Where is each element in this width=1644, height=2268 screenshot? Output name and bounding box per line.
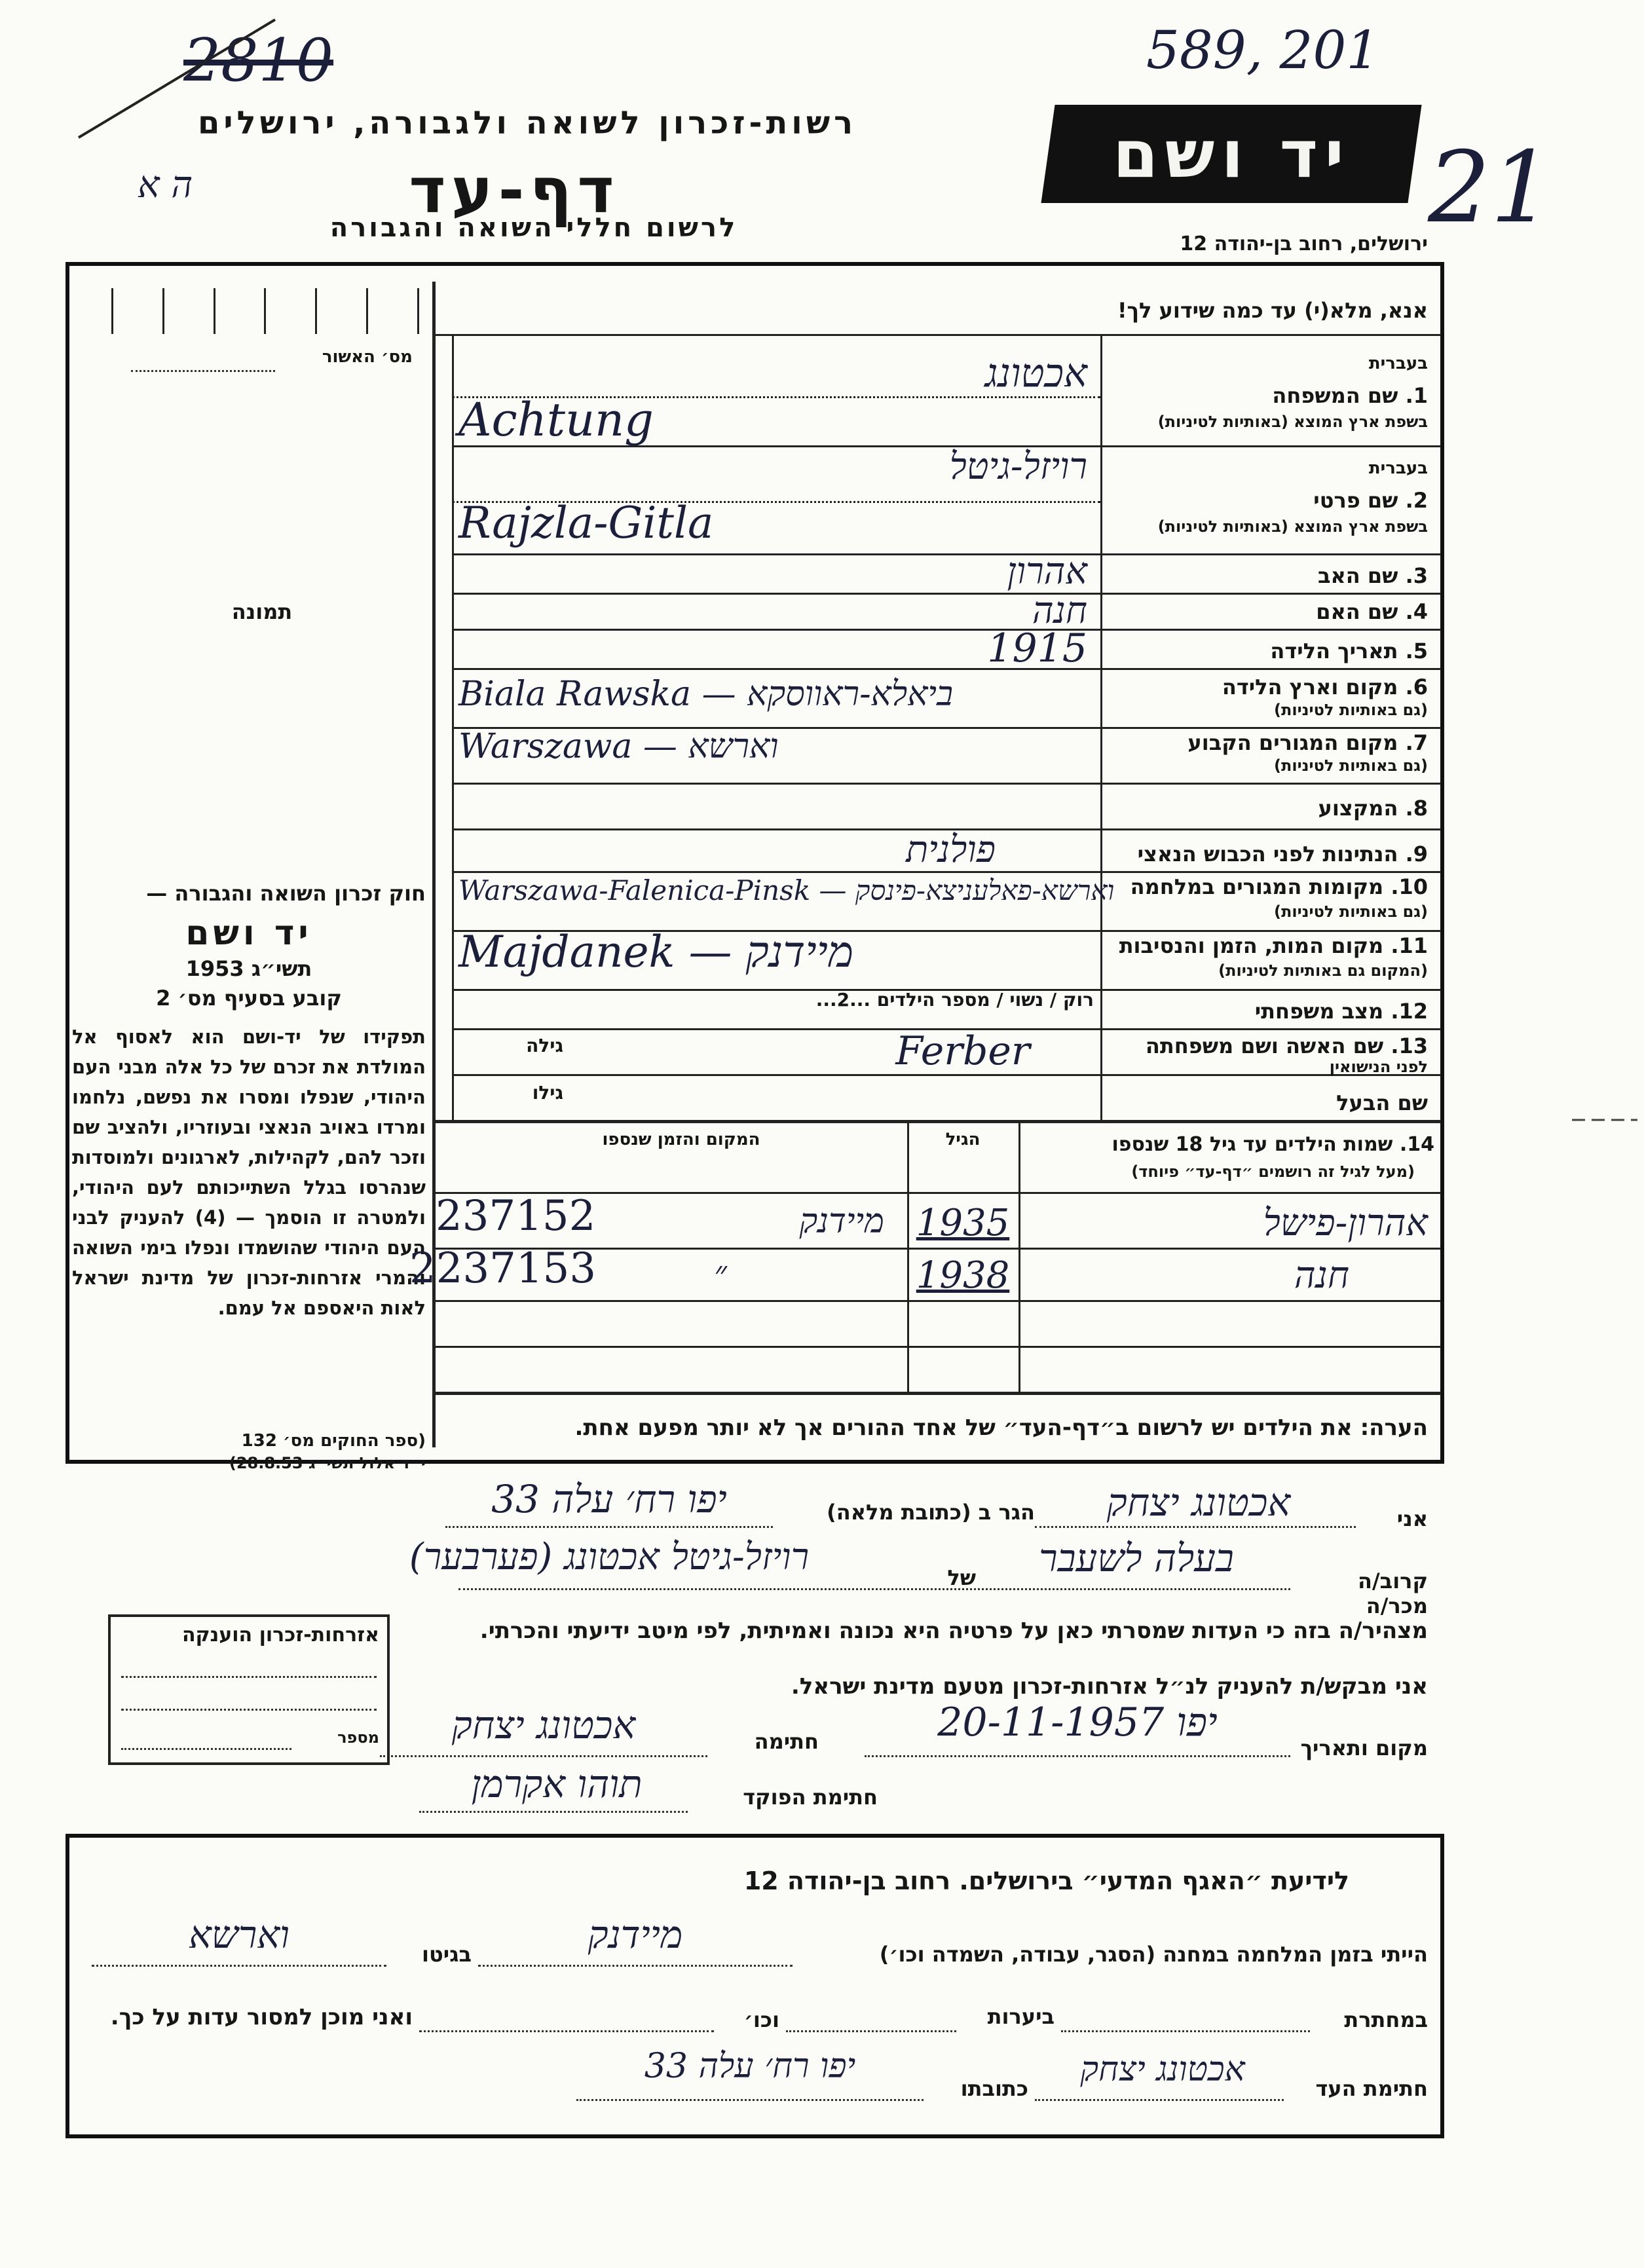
- field-11-label: 11. מקום המות, הזמן והנסיבות: [1119, 933, 1428, 958]
- form-subtitle: לרשום חללי השואה והגבורה: [329, 213, 738, 243]
- relation-label: קרוב/ה מכר/ה: [1358, 1569, 1428, 1618]
- law-section: קובע בסעיף מס׳ 2: [156, 986, 342, 1011]
- declaration-address-line: [445, 1526, 773, 1528]
- field-7-value[interactable]: Warszawa — וארשא: [458, 727, 779, 766]
- bottom-line2-rule-1[interactable]: [1061, 2030, 1310, 2032]
- field-1-hebrew-value[interactable]: אכטונג: [984, 350, 1087, 396]
- relation-value[interactable]: בעלה לשעבר: [1039, 1536, 1234, 1580]
- bottom-witness-label: חתימת העד: [1315, 2076, 1428, 2101]
- field-10-label: 10. מקומות המגורים במלחמה: [1130, 874, 1428, 899]
- authority-line: רשות-זכרון לשואה ולגבורה, ירושלים: [197, 105, 857, 141]
- place-date-value[interactable]: יפו 20-11-1957: [937, 1700, 1218, 1745]
- residing-label: הגר ב (כתובת מלאה): [827, 1500, 1035, 1525]
- form-title: דף-עד: [409, 154, 620, 227]
- field-2-sub: בשפת ארץ המוצא (באותיות לטיניות): [1157, 517, 1428, 536]
- yad-vashem-logo: [1041, 105, 1421, 203]
- field-1-heb-tag: בעברית: [1368, 354, 1428, 373]
- officer-label: חתימת הפוקד: [743, 1785, 878, 1810]
- declaration-i-line: [1035, 1526, 1356, 1528]
- col-age-header: הגיל: [945, 1130, 981, 1149]
- field-4-value[interactable]: חנה: [1032, 589, 1087, 632]
- children-row-rule-3: [432, 1300, 1441, 1302]
- law-title: חוק זכרון השואה והגבורה —: [146, 881, 426, 906]
- field-12-options[interactable]: רוק / נשוי / מספר הילדים ...2...: [815, 989, 1094, 1011]
- field-1-label: 1. שם המשפחה: [1272, 383, 1428, 408]
- field-5-value[interactable]: 1915: [987, 625, 1087, 671]
- citizenship-box-number-line[interactable]: [121, 1748, 291, 1750]
- remark: הערה: את הילדים יש לרשום ב״דף-העד״ של אחד ההורים אך לא יותר מפעם אחת.: [574, 1415, 1428, 1441]
- child-2-number: 2237153: [409, 1244, 597, 1293]
- logo-text: יד ושם: [1112, 115, 1351, 193]
- field-7-label: 7. מקום המגורים הקבוע: [1187, 730, 1428, 755]
- children-note: (מעל לגיל זה רושמים ״דף-עד״ פיוחד): [1131, 1162, 1415, 1181]
- wife-age-label: גילה: [526, 1035, 563, 1056]
- field-2-heb-tag: בעברית: [1368, 458, 1428, 478]
- children-col-rule-1: [907, 1120, 909, 1395]
- field-13-sub: לפני הנישואין: [1329, 1058, 1428, 1076]
- bottom-address-value[interactable]: יפו רח׳ עלה 33: [644, 2047, 856, 2086]
- child-1-age[interactable]: 1935: [916, 1202, 1010, 1244]
- request-line-rule: [432, 334, 1441, 336]
- bottom-line2-rule-2[interactable]: [786, 2030, 956, 2032]
- field-9-label: 9. הנתינות לפני הכבוש הנאצי: [1137, 842, 1428, 866]
- field-13-label: 13. שם האשה ושם משפחתה: [1145, 1033, 1428, 1058]
- law-name: יד ושם: [185, 914, 312, 953]
- bottom-line1-value[interactable]: מיידנק: [588, 1912, 683, 1957]
- bottom-witness-rule: [1035, 2099, 1284, 2101]
- of-label: של: [947, 1565, 976, 1590]
- bottom-line1-rule: [478, 1965, 793, 1967]
- law-ref-2: י״ד אלול תשי״ג 28.8.53): [229, 1454, 426, 1472]
- law-year: תשי״ג 1953: [185, 956, 312, 981]
- bottom-ghetto-value[interactable]: וארשא: [188, 1912, 290, 1957]
- declaration-request: אני מבקש/ת להעניק לנ״ל אזרחות-זכרון מטעם מדינת ישראל.: [791, 1673, 1428, 1700]
- right-edge-dash: [1572, 1113, 1637, 1126]
- law-text: תפקידו של יד-ושם הוא לאסוף אל המולדת את זכרם של כל אלה מבני העם היהודי, שנפלו ומסרו את נפשם, נלחמו ומרדו באויב הנאצי ובעוזריו, ולהציב שם וזכר להם, לקהילות, לארגונים ולמוסדות שנהרסו בגלל השתייכותם לעם היהודי, ולמטרה זו הוסמך — (4) להעניק לבני העם היהודי שהושמדו ונפלו בימי השואה והמרי אזרחות-זכרון של מדינת ישראל לאות היאספם אל עמם.: [72, 1026, 426, 1319]
- child-2-age[interactable]: 1938: [916, 1254, 1010, 1297]
- field-12-label: 12. מצב משפחתי: [1254, 999, 1428, 1024]
- bottom-forest-label: ביערות: [987, 2004, 1055, 2029]
- children-row-rule-5: [432, 1392, 1441, 1395]
- child-1-number: 237152: [436, 1192, 596, 1240]
- approval-label: מס׳ האשור: [322, 347, 413, 367]
- husband-age-label: גילו: [532, 1082, 563, 1104]
- bottom-witness-name[interactable]: אכטונג יצחק: [1080, 2050, 1245, 2089]
- bottom-address-label: כתובתו: [960, 2076, 1028, 2101]
- bottom-ready-label: ואני מוכן למסור עדות על כך.: [110, 2004, 413, 2030]
- reference-number: 589, 201: [1146, 20, 1380, 81]
- field-10-sub: (גם באותיות לטיניות): [1274, 902, 1428, 921]
- child-1-name[interactable]: אהרון-פישל: [1263, 1202, 1428, 1244]
- request-line: אנא, מלא(י) עד כמה שידוע לך!: [1117, 298, 1428, 323]
- officer-value[interactable]: תוהו אקרמן: [471, 1762, 643, 1806]
- side-note: ה א: [138, 164, 193, 206]
- law-ref-1: (ספר החוקים מס׳ 132: [241, 1431, 426, 1451]
- place-date-line: [865, 1755, 1290, 1757]
- husband-label: שם הבעל: [1336, 1090, 1428, 1115]
- bottom-line1-label: הייתי בזמן המלחמה במחנה (הסגר, עבודה, השמדה וכו׳): [879, 1942, 1428, 1967]
- field-8-label: 8. המקצוע: [1318, 796, 1428, 821]
- row-rule-7: [452, 783, 1441, 785]
- officer-line: [419, 1811, 688, 1813]
- field-3-value[interactable]: אהרון: [1007, 550, 1087, 593]
- field-6-value[interactable]: Biala Rawska — ביאלא-ראווסקא: [458, 675, 954, 714]
- citizenship-box: [108, 1614, 390, 1765]
- field-6-label: 6. מקום וארץ הלידה: [1222, 675, 1428, 699]
- signature-line: [380, 1755, 707, 1757]
- field-2-latin-value[interactable]: Rajzla-Gitla: [458, 498, 714, 548]
- field-11-value[interactable]: Majdanek — מיידנק: [458, 927, 854, 977]
- row-rule-9: [452, 871, 1441, 873]
- field-13-value[interactable]: Ferber: [895, 1028, 1030, 1074]
- bottom-line2-label: במחתרת: [1344, 2007, 1428, 2032]
- field-4-label: 4. שם האם: [1316, 599, 1428, 624]
- col-place-header: המקום והזמן שנספו: [602, 1130, 760, 1149]
- citizenship-box-number: מספר: [337, 1728, 379, 1747]
- children-col-rule-2: [1018, 1120, 1020, 1395]
- declaration-i-name[interactable]: אכטונג יצחק: [1106, 1480, 1291, 1525]
- declaration-address[interactable]: יפו רח׳ עלה 33: [491, 1477, 727, 1521]
- place-date-label: מקום ותאריך: [1300, 1736, 1428, 1760]
- field-6-sub: (גם באותיות לטיניות): [1274, 701, 1428, 719]
- bottom-address-rule: [576, 2099, 924, 2101]
- field-5-label: 5. תאריך הלידה: [1270, 639, 1428, 663]
- children-label: 14. שמות הילדים עד גיל 18 שנספו: [1112, 1133, 1434, 1156]
- header-address: ירושלים, רחוב בן-יהודה 12: [1180, 232, 1428, 255]
- citizenship-box-title: אזרחות-זכרון הוענקה: [181, 1624, 379, 1646]
- child-1-place[interactable]: מיידנק: [799, 1202, 884, 1241]
- signature-label: חתימה: [754, 1729, 819, 1754]
- field-9-value[interactable]: פולנית: [906, 828, 996, 871]
- child-2-name[interactable]: חנה: [1294, 1254, 1349, 1297]
- field-2-label: 2. שם פרטי: [1313, 488, 1428, 513]
- child-2-place[interactable]: ״: [714, 1254, 727, 1293]
- row-rule-14: [432, 1120, 1441, 1123]
- signature-value[interactable]: אכטונג יצחק: [451, 1703, 636, 1747]
- field-10-value[interactable]: Warszawa-Falenica-Pinsk — וארשא-פאלעניצא-פינסק: [458, 874, 1115, 906]
- page-number: 21: [1428, 131, 1553, 245]
- approval-number-boxes: [111, 288, 419, 334]
- bottom-etc-label: וכו׳: [743, 2007, 779, 2032]
- field-2-hebrew-value[interactable]: רויזל-גיטל: [949, 445, 1087, 488]
- children-row-rule-4: [432, 1346, 1441, 1348]
- field-11-sub: (המקום גם באותיות לטיניות): [1218, 961, 1428, 980]
- archive-number: 2810: [183, 26, 334, 95]
- bottom-ghetto-label: בגיטו: [422, 1942, 472, 1967]
- declaration-i-label: אני: [1396, 1506, 1428, 1531]
- declaration-statement: מצהיר/ה בזה כי העדות שמסרתי כאן על פרטיה היא נכונה ואמיתית, לפי מיטב ידיעתי והכרתי.: [479, 1618, 1428, 1644]
- bottom-title: לידיעת ״האגף המדעי״ בירושלים. רחוב בן-יהודה 12: [743, 1867, 1349, 1895]
- of-name[interactable]: רויזל-גיטל אכטונג (פערבער): [409, 1536, 810, 1578]
- citizenship-box-line-1: [121, 1676, 377, 1678]
- relation-line: [458, 1588, 1290, 1590]
- citizenship-box-line-2: [121, 1709, 377, 1711]
- field-7-sub: (גם באותיות לטיניות): [1274, 756, 1428, 775]
- approval-input-line[interactable]: [131, 370, 275, 372]
- photo-label: תמונה: [231, 599, 293, 624]
- field-1-sub: בשפת ארץ המוצא (באותיות לטיניות): [1157, 413, 1428, 431]
- field-1-latin-value[interactable]: Achtung: [458, 393, 654, 447]
- field-3-label: 3. שם האב: [1317, 563, 1428, 588]
- bottom-line2-rule-3[interactable]: [419, 2030, 714, 2032]
- bottom-ghetto-rule: [92, 1965, 386, 1967]
